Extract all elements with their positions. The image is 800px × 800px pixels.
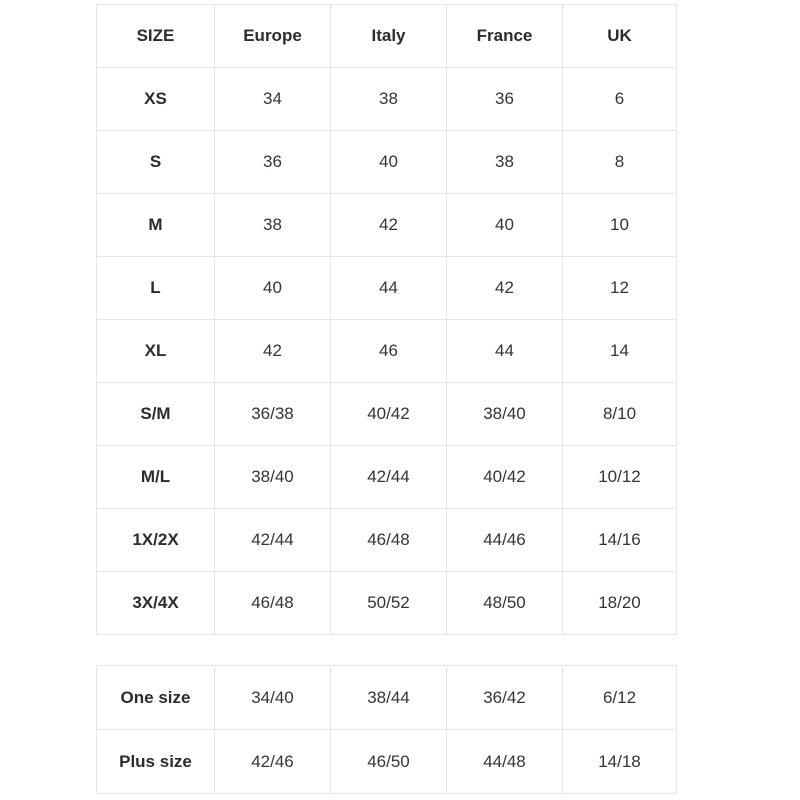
size-chart-extra <box>96 665 676 794</box>
column-header-size: SIZE <box>97 5 215 68</box>
cell-uk: 18/20 <box>563 572 677 635</box>
table-row <box>97 320 677 383</box>
cell-italy: 50/52 <box>331 572 447 635</box>
size-chart-main <box>96 4 676 635</box>
cell-france: 38 <box>447 131 563 194</box>
cell-uk: 6 <box>563 68 677 131</box>
cell-france: 38/40 <box>447 383 563 446</box>
cell-italy: 38/44 <box>331 666 447 730</box>
row-label: XS <box>97 68 215 131</box>
cell-uk: 12 <box>563 257 677 320</box>
row-label: One size <box>97 666 215 730</box>
column-header-france: France <box>447 5 563 68</box>
table-body <box>97 68 677 635</box>
cell-uk: 14 <box>563 320 677 383</box>
cell-italy: 42/44 <box>331 446 447 509</box>
column-header-uk: UK <box>563 5 677 68</box>
row-label: M/L <box>97 446 215 509</box>
row-label: Plus size <box>97 730 215 794</box>
cell-italy: 46 <box>331 320 447 383</box>
cell-italy: 42 <box>331 194 447 257</box>
cell-europe: 42/44 <box>215 509 331 572</box>
table-header <box>97 5 677 68</box>
table-row <box>97 257 677 320</box>
table-row <box>97 572 677 635</box>
row-label: M <box>97 194 215 257</box>
cell-italy: 46/48 <box>331 509 447 572</box>
cell-france: 40 <box>447 194 563 257</box>
cell-europe: 42/46 <box>215 730 331 794</box>
cell-uk: 8 <box>563 131 677 194</box>
cell-france: 44/46 <box>447 509 563 572</box>
cell-europe: 36 <box>215 131 331 194</box>
cell-italy: 40 <box>331 131 447 194</box>
table-row <box>97 383 677 446</box>
cell-uk: 8/10 <box>563 383 677 446</box>
cell-europe: 46/48 <box>215 572 331 635</box>
cell-europe: 34/40 <box>215 666 331 730</box>
cell-italy: 38 <box>331 68 447 131</box>
cell-uk: 10/12 <box>563 446 677 509</box>
table-row <box>97 68 677 131</box>
row-label: S <box>97 131 215 194</box>
cell-uk: 14/16 <box>563 509 677 572</box>
cell-italy: 46/50 <box>331 730 447 794</box>
row-label: 3X/4X <box>97 572 215 635</box>
column-header-italy: Italy <box>331 5 447 68</box>
cell-italy: 44 <box>331 257 447 320</box>
cell-europe: 38 <box>215 194 331 257</box>
table-row <box>97 509 677 572</box>
cell-france: 40/42 <box>447 446 563 509</box>
one-size-plus-size-table <box>96 665 677 794</box>
cell-europe: 42 <box>215 320 331 383</box>
table-body <box>97 666 677 794</box>
cell-uk: 14/18 <box>563 730 677 794</box>
cell-europe: 34 <box>215 68 331 131</box>
column-header-europe: Europe <box>215 5 331 68</box>
cell-france: 44/48 <box>447 730 563 794</box>
table-row <box>97 131 677 194</box>
table-row <box>97 730 677 794</box>
cell-france: 44 <box>447 320 563 383</box>
row-label: S/M <box>97 383 215 446</box>
table-header-row <box>97 5 677 68</box>
cell-france: 48/50 <box>447 572 563 635</box>
cell-uk: 6/12 <box>563 666 677 730</box>
cell-france: 42 <box>447 257 563 320</box>
cell-france: 36/42 <box>447 666 563 730</box>
cell-europe: 36/38 <box>215 383 331 446</box>
cell-europe: 38/40 <box>215 446 331 509</box>
row-label: XL <box>97 320 215 383</box>
cell-italy: 40/42 <box>331 383 447 446</box>
cell-france: 36 <box>447 68 563 131</box>
table-row <box>97 194 677 257</box>
cell-europe: 40 <box>215 257 331 320</box>
size-conversion-table <box>96 4 677 635</box>
cell-uk: 10 <box>563 194 677 257</box>
table-row <box>97 666 677 730</box>
row-label: 1X/2X <box>97 509 215 572</box>
row-label: L <box>97 257 215 320</box>
table-row <box>97 446 677 509</box>
